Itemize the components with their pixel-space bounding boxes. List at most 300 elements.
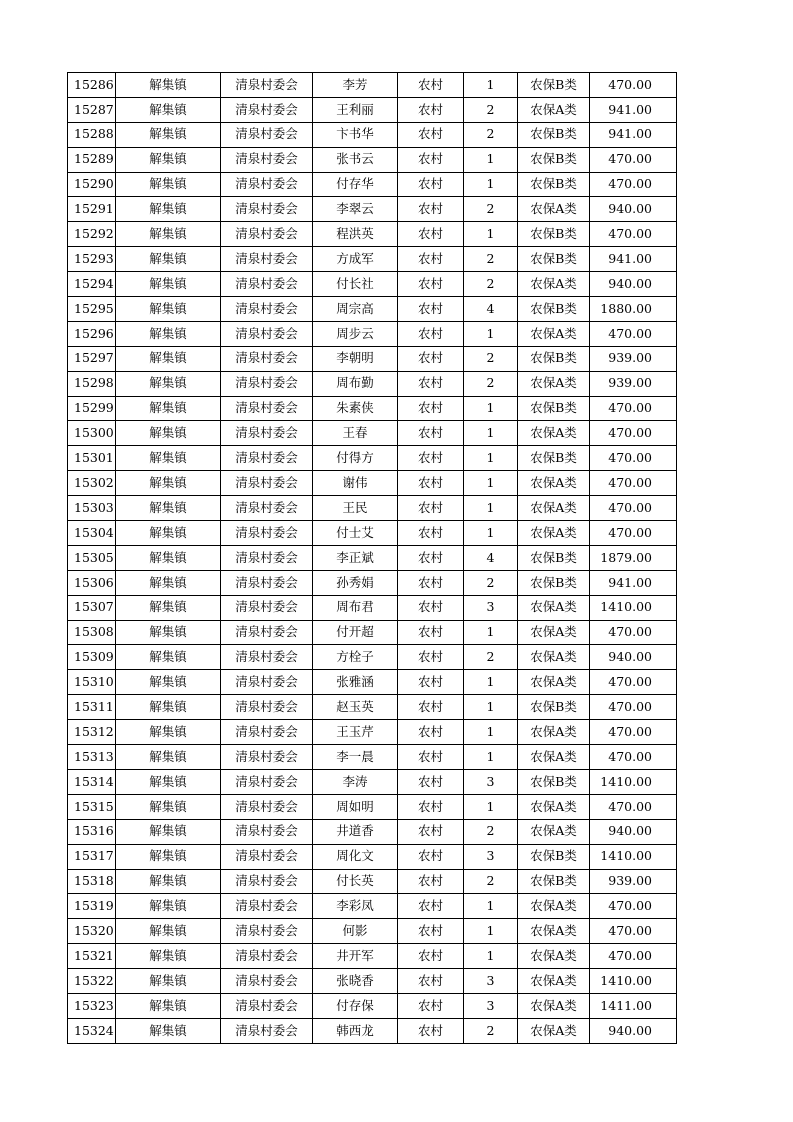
person-count-cell: 4 <box>464 297 518 322</box>
committee-cell: 清泉村委会 <box>221 695 313 720</box>
town-cell: 解集镇 <box>116 620 221 645</box>
category-cell: 农保A类 <box>518 620 590 645</box>
town-cell: 解集镇 <box>116 570 221 595</box>
name-cell: 付存华 <box>313 172 398 197</box>
person-count-cell: 2 <box>464 247 518 272</box>
household-type-cell: 农村 <box>398 545 464 570</box>
name-cell: 付长社 <box>313 272 398 297</box>
name-cell: 李朝明 <box>313 346 398 371</box>
household-type-cell: 农村 <box>398 222 464 247</box>
record-id-cell: 15311 <box>68 695 116 720</box>
household-type-cell: 农村 <box>398 969 464 994</box>
town-cell: 解集镇 <box>116 471 221 496</box>
amount-cell: 939.00 <box>590 869 677 894</box>
table-row <box>68 346 677 371</box>
household-type-cell: 农村 <box>398 794 464 819</box>
category-cell: 农保A类 <box>518 97 590 122</box>
person-count-cell: 1 <box>464 794 518 819</box>
amount-cell: 940.00 <box>590 645 677 670</box>
record-id-cell: 15300 <box>68 421 116 446</box>
table-row <box>68 545 677 570</box>
amount-cell: 470.00 <box>590 471 677 496</box>
household-type-cell: 农村 <box>398 844 464 869</box>
town-cell: 解集镇 <box>116 222 221 247</box>
name-cell: 付得方 <box>313 446 398 471</box>
town-cell: 解集镇 <box>116 695 221 720</box>
table-row <box>68 73 677 98</box>
town-cell: 解集镇 <box>116 944 221 969</box>
amount-cell: 940.00 <box>590 1018 677 1043</box>
person-count-cell: 1 <box>464 521 518 546</box>
category-cell: 农保A类 <box>518 521 590 546</box>
committee-cell: 清泉村委会 <box>221 297 313 322</box>
town-cell: 解集镇 <box>116 819 221 844</box>
town-cell: 解集镇 <box>116 720 221 745</box>
amount-cell: 470.00 <box>590 172 677 197</box>
committee-cell: 清泉村委会 <box>221 421 313 446</box>
table-row <box>68 745 677 770</box>
name-cell: 张晓香 <box>313 969 398 994</box>
person-count-cell: 2 <box>464 346 518 371</box>
record-id-cell: 15321 <box>68 944 116 969</box>
name-cell: 付士艾 <box>313 521 398 546</box>
category-cell: 农保A类 <box>518 645 590 670</box>
person-count-cell: 1 <box>464 720 518 745</box>
household-type-cell: 农村 <box>398 993 464 1018</box>
table-row <box>68 720 677 745</box>
town-cell: 解集镇 <box>116 496 221 521</box>
person-count-cell: 1 <box>464 471 518 496</box>
category-cell: 农保A类 <box>518 944 590 969</box>
category-cell: 农保A类 <box>518 421 590 446</box>
town-cell: 解集镇 <box>116 919 221 944</box>
amount-cell: 470.00 <box>590 919 677 944</box>
household-type-cell: 农村 <box>398 620 464 645</box>
record-id-cell: 15312 <box>68 720 116 745</box>
household-type-cell: 农村 <box>398 595 464 620</box>
town-cell: 解集镇 <box>116 297 221 322</box>
name-cell: 李彩凤 <box>313 894 398 919</box>
person-count-cell: 2 <box>464 570 518 595</box>
household-type-cell: 农村 <box>398 670 464 695</box>
data-table <box>67 72 677 1044</box>
record-id-cell: 15315 <box>68 794 116 819</box>
town-cell: 解集镇 <box>116 371 221 396</box>
person-count-cell: 2 <box>464 371 518 396</box>
person-count-cell: 3 <box>464 769 518 794</box>
name-cell: 赵玉英 <box>313 695 398 720</box>
committee-cell: 清泉村委会 <box>221 396 313 421</box>
name-cell: 周化文 <box>313 844 398 869</box>
person-count-cell: 2 <box>464 645 518 670</box>
person-count-cell: 1 <box>464 147 518 172</box>
person-count-cell: 3 <box>464 844 518 869</box>
table-row <box>68 645 677 670</box>
person-count-cell: 1 <box>464 496 518 521</box>
town-cell: 解集镇 <box>116 545 221 570</box>
committee-cell: 清泉村委会 <box>221 570 313 595</box>
record-id-cell: 15317 <box>68 844 116 869</box>
record-id-cell: 15287 <box>68 97 116 122</box>
category-cell: 农保A类 <box>518 371 590 396</box>
category-cell: 农保A类 <box>518 1018 590 1043</box>
record-id-cell: 15318 <box>68 869 116 894</box>
person-count-cell: 2 <box>464 122 518 147</box>
person-count-cell: 1 <box>464 421 518 446</box>
table-row <box>68 894 677 919</box>
town-cell: 解集镇 <box>116 421 221 446</box>
name-cell: 朱素侠 <box>313 396 398 421</box>
person-count-cell: 1 <box>464 745 518 770</box>
household-type-cell: 农村 <box>398 919 464 944</box>
record-id-cell: 15320 <box>68 919 116 944</box>
table-row <box>68 570 677 595</box>
name-cell: 张书云 <box>313 147 398 172</box>
category-cell: 农保A类 <box>518 894 590 919</box>
household-type-cell: 农村 <box>398 645 464 670</box>
household-type-cell: 农村 <box>398 819 464 844</box>
name-cell: 王利丽 <box>313 97 398 122</box>
town-cell: 解集镇 <box>116 446 221 471</box>
category-cell: 农保B类 <box>518 396 590 421</box>
amount-cell: 470.00 <box>590 421 677 446</box>
household-type-cell: 农村 <box>398 745 464 770</box>
table-row <box>68 919 677 944</box>
amount-cell: 939.00 <box>590 371 677 396</box>
table-row <box>68 496 677 521</box>
person-count-cell: 3 <box>464 969 518 994</box>
category-cell: 农保B类 <box>518 695 590 720</box>
category-cell: 农保A类 <box>518 720 590 745</box>
town-cell: 解集镇 <box>116 172 221 197</box>
category-cell: 农保A类 <box>518 471 590 496</box>
record-id-cell: 15308 <box>68 620 116 645</box>
name-cell: 李正斌 <box>313 545 398 570</box>
category-cell: 农保A类 <box>518 321 590 346</box>
name-cell: 王玉芹 <box>313 720 398 745</box>
household-type-cell: 农村 <box>398 446 464 471</box>
record-id-cell: 15286 <box>68 73 116 98</box>
category-cell: 农保A类 <box>518 197 590 222</box>
household-type-cell: 农村 <box>398 869 464 894</box>
table-row <box>68 172 677 197</box>
household-type-cell: 农村 <box>398 346 464 371</box>
name-cell: 付存保 <box>313 993 398 1018</box>
record-id-cell: 15292 <box>68 222 116 247</box>
amount-cell: 470.00 <box>590 794 677 819</box>
name-cell: 井道香 <box>313 819 398 844</box>
record-id-cell: 15313 <box>68 745 116 770</box>
amount-cell: 941.00 <box>590 570 677 595</box>
record-id-cell: 15288 <box>68 122 116 147</box>
record-id-cell: 15301 <box>68 446 116 471</box>
amount-cell: 940.00 <box>590 819 677 844</box>
committee-cell: 清泉村委会 <box>221 794 313 819</box>
table-row <box>68 521 677 546</box>
household-type-cell: 农村 <box>398 894 464 919</box>
committee-cell: 清泉村委会 <box>221 944 313 969</box>
committee-cell: 清泉村委会 <box>221 645 313 670</box>
town-cell: 解集镇 <box>116 396 221 421</box>
household-type-cell: 农村 <box>398 321 464 346</box>
name-cell: 方栓子 <box>313 645 398 670</box>
name-cell: 周步云 <box>313 321 398 346</box>
committee-cell: 清泉村委会 <box>221 73 313 98</box>
town-cell: 解集镇 <box>116 521 221 546</box>
town-cell: 解集镇 <box>116 247 221 272</box>
record-id-cell: 15319 <box>68 894 116 919</box>
person-count-cell: 1 <box>464 695 518 720</box>
name-cell: 周布君 <box>313 595 398 620</box>
name-cell: 谢伟 <box>313 471 398 496</box>
person-count-cell: 2 <box>464 819 518 844</box>
table-row <box>68 396 677 421</box>
person-count-cell: 1 <box>464 894 518 919</box>
table-row <box>68 969 677 994</box>
amount-cell: 470.00 <box>590 396 677 421</box>
table-row <box>68 371 677 396</box>
table-row <box>68 769 677 794</box>
amount-cell: 470.00 <box>590 73 677 98</box>
town-cell: 解集镇 <box>116 670 221 695</box>
person-count-cell: 2 <box>464 869 518 894</box>
record-id-cell: 15314 <box>68 769 116 794</box>
town-cell: 解集镇 <box>116 745 221 770</box>
household-type-cell: 农村 <box>398 247 464 272</box>
committee-cell: 清泉村委会 <box>221 919 313 944</box>
person-count-cell: 1 <box>464 396 518 421</box>
town-cell: 解集镇 <box>116 869 221 894</box>
person-count-cell: 1 <box>464 73 518 98</box>
committee-cell: 清泉村委会 <box>221 993 313 1018</box>
amount-cell: 470.00 <box>590 670 677 695</box>
household-type-cell: 农村 <box>398 371 464 396</box>
amount-cell: 939.00 <box>590 346 677 371</box>
name-cell: 卞书华 <box>313 122 398 147</box>
category-cell: 农保A类 <box>518 819 590 844</box>
committee-cell: 清泉村委会 <box>221 521 313 546</box>
committee-cell: 清泉村委会 <box>221 545 313 570</box>
table-row <box>68 247 677 272</box>
record-id-cell: 15296 <box>68 321 116 346</box>
category-cell: 农保B类 <box>518 172 590 197</box>
table-row <box>68 794 677 819</box>
record-id-cell: 15323 <box>68 993 116 1018</box>
table-row <box>68 1018 677 1043</box>
category-cell: 农保B类 <box>518 769 590 794</box>
table-row <box>68 122 677 147</box>
committee-cell: 清泉村委会 <box>221 346 313 371</box>
committee-cell: 清泉村委会 <box>221 446 313 471</box>
category-cell: 农保A类 <box>518 595 590 620</box>
table-row <box>68 944 677 969</box>
person-count-cell: 2 <box>464 272 518 297</box>
household-type-cell: 农村 <box>398 147 464 172</box>
table-row <box>68 297 677 322</box>
amount-cell: 470.00 <box>590 222 677 247</box>
town-cell: 解集镇 <box>116 97 221 122</box>
person-count-cell: 3 <box>464 993 518 1018</box>
amount-cell: 470.00 <box>590 147 677 172</box>
amount-cell: 940.00 <box>590 197 677 222</box>
category-cell: 农保A类 <box>518 919 590 944</box>
committee-cell: 清泉村委会 <box>221 197 313 222</box>
amount-cell: 941.00 <box>590 97 677 122</box>
name-cell: 王春 <box>313 421 398 446</box>
household-type-cell: 农村 <box>398 695 464 720</box>
amount-cell: 1879.00 <box>590 545 677 570</box>
amount-cell: 470.00 <box>590 446 677 471</box>
household-type-cell: 农村 <box>398 720 464 745</box>
household-type-cell: 农村 <box>398 97 464 122</box>
person-count-cell: 1 <box>464 919 518 944</box>
name-cell: 李翠云 <box>313 197 398 222</box>
record-id-cell: 15293 <box>68 247 116 272</box>
committee-cell: 清泉村委会 <box>221 670 313 695</box>
name-cell: 付开超 <box>313 620 398 645</box>
person-count-cell: 2 <box>464 97 518 122</box>
person-count-cell: 1 <box>464 620 518 645</box>
amount-cell: 470.00 <box>590 521 677 546</box>
record-id-cell: 15310 <box>68 670 116 695</box>
committee-cell: 清泉村委会 <box>221 97 313 122</box>
town-cell: 解集镇 <box>116 1018 221 1043</box>
record-id-cell: 15322 <box>68 969 116 994</box>
amount-cell: 470.00 <box>590 720 677 745</box>
record-id-cell: 15306 <box>68 570 116 595</box>
committee-cell: 清泉村委会 <box>221 620 313 645</box>
record-id-cell: 15298 <box>68 371 116 396</box>
category-cell: 农保B类 <box>518 297 590 322</box>
town-cell: 解集镇 <box>116 794 221 819</box>
category-cell: 农保B类 <box>518 545 590 570</box>
person-count-cell: 2 <box>464 197 518 222</box>
committee-cell: 清泉村委会 <box>221 720 313 745</box>
name-cell: 王民 <box>313 496 398 521</box>
name-cell: 周布勤 <box>313 371 398 396</box>
household-type-cell: 农村 <box>398 197 464 222</box>
household-type-cell: 农村 <box>398 272 464 297</box>
committee-cell: 清泉村委会 <box>221 321 313 346</box>
town-cell: 解集镇 <box>116 321 221 346</box>
name-cell: 程洪英 <box>313 222 398 247</box>
table-row <box>68 844 677 869</box>
name-cell: 韩西龙 <box>313 1018 398 1043</box>
household-type-cell: 农村 <box>398 944 464 969</box>
person-count-cell: 1 <box>464 446 518 471</box>
town-cell: 解集镇 <box>116 595 221 620</box>
category-cell: 农保B类 <box>518 122 590 147</box>
town-cell: 解集镇 <box>116 346 221 371</box>
household-type-cell: 农村 <box>398 396 464 421</box>
record-id-cell: 15307 <box>68 595 116 620</box>
amount-cell: 470.00 <box>590 496 677 521</box>
record-id-cell: 15316 <box>68 819 116 844</box>
committee-cell: 清泉村委会 <box>221 745 313 770</box>
category-cell: 农保A类 <box>518 272 590 297</box>
town-cell: 解集镇 <box>116 844 221 869</box>
committee-cell: 清泉村委会 <box>221 272 313 297</box>
category-cell: 农保B类 <box>518 147 590 172</box>
record-id-cell: 15304 <box>68 521 116 546</box>
table-row <box>68 272 677 297</box>
record-id-cell: 15303 <box>68 496 116 521</box>
household-type-cell: 农村 <box>398 172 464 197</box>
name-cell: 李芳 <box>313 73 398 98</box>
committee-cell: 清泉村委会 <box>221 819 313 844</box>
committee-cell: 清泉村委会 <box>221 371 313 396</box>
committee-cell: 清泉村委会 <box>221 147 313 172</box>
person-count-cell: 1 <box>464 670 518 695</box>
category-cell: 农保B类 <box>518 222 590 247</box>
town-cell: 解集镇 <box>116 147 221 172</box>
table-row <box>68 819 677 844</box>
person-count-cell: 2 <box>464 1018 518 1043</box>
person-count-cell: 4 <box>464 545 518 570</box>
household-type-cell: 农村 <box>398 570 464 595</box>
table-row <box>68 620 677 645</box>
household-type-cell: 农村 <box>398 496 464 521</box>
amount-cell: 470.00 <box>590 944 677 969</box>
category-cell: 农保B类 <box>518 446 590 471</box>
name-cell: 方成军 <box>313 247 398 272</box>
household-type-cell: 农村 <box>398 421 464 446</box>
name-cell: 李一晨 <box>313 745 398 770</box>
amount-cell: 470.00 <box>590 745 677 770</box>
committee-cell: 清泉村委会 <box>221 769 313 794</box>
category-cell: 农保B类 <box>518 247 590 272</box>
category-cell: 农保B类 <box>518 570 590 595</box>
name-cell: 张雅涵 <box>313 670 398 695</box>
committee-cell: 清泉村委会 <box>221 247 313 272</box>
person-count-cell: 1 <box>464 321 518 346</box>
committee-cell: 清泉村委会 <box>221 595 313 620</box>
household-type-cell: 农村 <box>398 521 464 546</box>
table-row <box>68 446 677 471</box>
amount-cell: 470.00 <box>590 620 677 645</box>
amount-cell: 470.00 <box>590 695 677 720</box>
record-id-cell: 15289 <box>68 147 116 172</box>
household-type-cell: 农村 <box>398 471 464 496</box>
committee-cell: 清泉村委会 <box>221 1018 313 1043</box>
table-row <box>68 421 677 446</box>
town-cell: 解集镇 <box>116 197 221 222</box>
person-count-cell: 1 <box>464 944 518 969</box>
name-cell: 李涛 <box>313 769 398 794</box>
record-id-cell: 15290 <box>68 172 116 197</box>
table-row <box>68 147 677 172</box>
record-id-cell: 15302 <box>68 471 116 496</box>
table-row <box>68 595 677 620</box>
name-cell: 何影 <box>313 919 398 944</box>
category-cell: 农保A类 <box>518 969 590 994</box>
committee-cell: 清泉村委会 <box>221 471 313 496</box>
table-row <box>68 869 677 894</box>
committee-cell: 清泉村委会 <box>221 222 313 247</box>
name-cell: 周宗高 <box>313 297 398 322</box>
record-id-cell: 15299 <box>68 396 116 421</box>
person-count-cell: 1 <box>464 172 518 197</box>
town-cell: 解集镇 <box>116 969 221 994</box>
committee-cell: 清泉村委会 <box>221 894 313 919</box>
town-cell: 解集镇 <box>116 122 221 147</box>
town-cell: 解集镇 <box>116 645 221 670</box>
name-cell: 孙秀娟 <box>313 570 398 595</box>
name-cell: 周如明 <box>313 794 398 819</box>
town-cell: 解集镇 <box>116 769 221 794</box>
category-cell: 农保B类 <box>518 346 590 371</box>
household-type-cell: 农村 <box>398 73 464 98</box>
